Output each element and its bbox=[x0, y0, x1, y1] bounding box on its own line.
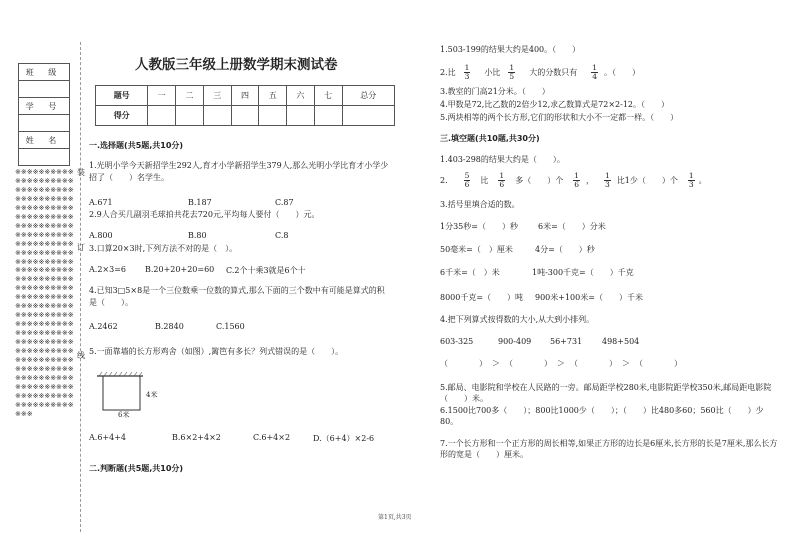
page-footer: 第1页,共3页 bbox=[378, 514, 412, 521]
score-header-cell: 五 bbox=[259, 86, 287, 106]
numerator: 1 bbox=[688, 171, 694, 180]
score-header-cell: 题号 bbox=[96, 86, 148, 106]
score-header-cell: 总分 bbox=[342, 86, 394, 106]
option[interactable]: A.671 bbox=[89, 198, 113, 207]
score-header-cell: 一 bbox=[148, 86, 176, 106]
judge-5: 5.两块相等的两个长方形,它们的形状和大小不一定都一样。（ ） bbox=[440, 113, 679, 122]
question-5: 5.一面靠墙的长方形鸡舍（如图）,篱笆有多长？列式错误的是（ ）。 bbox=[89, 347, 344, 356]
expression: 498+504 bbox=[602, 337, 640, 346]
fill-2-text: 比1少（ ）个 bbox=[616, 176, 678, 185]
score-cell[interactable] bbox=[148, 106, 176, 126]
fraction bbox=[573, 172, 580, 189]
score-cell[interactable] bbox=[287, 106, 315, 126]
question-3: 3.口算20×3时,下列方法不对的是（ ）。 bbox=[89, 244, 238, 253]
fill-1: 1.403-298的结果大约是（ ）。 bbox=[440, 155, 565, 164]
conversion-item: 6千米=（ ）米 bbox=[440, 268, 500, 277]
option[interactable]: B.80 bbox=[188, 231, 207, 240]
score-cell[interactable] bbox=[259, 106, 287, 126]
option[interactable]: B.6×2+4×2 bbox=[172, 433, 221, 442]
score-header-cell: 六 bbox=[287, 86, 315, 106]
figure-height-label: 4米 bbox=[146, 391, 158, 399]
expression: 56+731 bbox=[550, 337, 583, 346]
fill-2-text: 比 bbox=[480, 176, 489, 185]
conversion-item: 1分35秒=（ ）秒 bbox=[440, 222, 518, 231]
question-1: 1.光明小学今天新招学生292人,育才小学新招学生379人,那么光明小学比育才小学少招了（ ）名学生。 bbox=[89, 161, 389, 182]
name-label: 姓 名 bbox=[19, 132, 70, 149]
figure-width-label: 6米 bbox=[118, 411, 130, 419]
denominator: 6 bbox=[499, 180, 505, 189]
fraction bbox=[508, 64, 515, 81]
judge-2 bbox=[440, 64, 640, 81]
fraction bbox=[604, 172, 611, 189]
order-blanks[interactable]: （ ）＞（ ）＞（ ）＞（ ） bbox=[440, 359, 687, 368]
option[interactable]: C.1560 bbox=[216, 322, 245, 331]
judge-1: 1.503-199的结果大约是400。（ ） bbox=[440, 45, 581, 54]
numerator: 1 bbox=[509, 63, 515, 72]
score-cell[interactable] bbox=[203, 106, 231, 126]
conversion-item: 900米+100米=（ ）千米 bbox=[535, 293, 643, 302]
judge-2-text: 。（ ） bbox=[603, 68, 640, 77]
option[interactable]: A.6+4+4 bbox=[89, 433, 126, 442]
judge-2-text: 2.比 bbox=[440, 68, 456, 77]
option[interactable]: B.2840 bbox=[155, 322, 184, 331]
fold-mark-1: 装 bbox=[77, 168, 85, 177]
fill-5: 5.邮局、电影院和学校在人民路的一旁。邮局距学校280米,电影院距学校350米,邮局距电影院（ ）米。 bbox=[440, 383, 772, 403]
class-label: 班 级 bbox=[19, 64, 70, 81]
fraction bbox=[464, 64, 471, 81]
score-table bbox=[95, 85, 395, 126]
wall-hatch bbox=[99, 372, 142, 376]
score-header-cell: 二 bbox=[176, 86, 204, 106]
fill-2-text: ， bbox=[585, 176, 594, 185]
section-heading-judge: 二.判断题(共5题,共10分) bbox=[89, 464, 184, 473]
denominator: 3 bbox=[464, 72, 470, 81]
numerator: 1 bbox=[499, 171, 505, 180]
numerator: 1 bbox=[604, 171, 610, 180]
denominator: 5 bbox=[509, 72, 515, 81]
denominator: 3 bbox=[688, 180, 694, 189]
class-field[interactable] bbox=[19, 81, 70, 98]
numerator: 5 bbox=[464, 171, 470, 180]
section-heading-choice: 一.选择题(共5题,共10分) bbox=[89, 141, 184, 150]
expression: 900-409 bbox=[498, 337, 532, 346]
fraction bbox=[591, 64, 598, 81]
student-id-label: 学 号 bbox=[19, 98, 70, 115]
option[interactable]: A.2462 bbox=[89, 322, 118, 331]
denominator: 3 bbox=[604, 180, 610, 189]
fence-outline bbox=[103, 376, 140, 410]
fill-2-text: 多（ ）个 bbox=[515, 176, 564, 185]
name-field[interactable] bbox=[19, 149, 70, 166]
fill-4: 4.把下列算式按得数的大小,从大到小排列。 bbox=[440, 315, 595, 324]
score-header-cell: 三 bbox=[203, 86, 231, 106]
option[interactable]: C.87 bbox=[275, 198, 294, 207]
score-cell[interactable] bbox=[342, 106, 394, 126]
option[interactable]: C.8 bbox=[275, 231, 289, 240]
score-header-cell: 四 bbox=[231, 86, 259, 106]
conversion-item: 1吨-300千克=（ ）千克 bbox=[532, 268, 634, 277]
fill-2-text: 2. bbox=[440, 176, 448, 185]
binding-stars: ※※※※※※※※※※※※※※※※※※※※※※※※※※※※※※※※※※※※※※※※※※※※※※※※※※※※※※※※※※※※※※※※※※※※※※※※※※※※※※※※※※※※※※※※※※※※※※※※※※※※※※※※※※※※※※※※※※※※※※※※※※※※※※※※※※※※※※※※※※※※※※※※※※※※※※※※※※※※※※※※※※※※※※※※※※※※※※※※※※※※※※※※※※※※※※※※※※※※※※※※※※※※※※※※※※※※※※※※※※※※※※※※※※※※※※※※※※※※※※※※※※※※※※※※※※※※※※※※※※※※※※※※※※※※※※※※※ bbox=[15, 168, 74, 418]
judge-2-text: 大的分数只有 bbox=[529, 68, 578, 77]
fraction bbox=[498, 172, 505, 189]
fraction bbox=[688, 172, 695, 189]
numerator: 1 bbox=[574, 171, 579, 180]
option[interactable]: C.6+4×2 bbox=[253, 433, 291, 442]
fold-mark-2: 订 bbox=[77, 243, 85, 252]
option[interactable]: C.2个十乘3就是6个十 bbox=[226, 266, 306, 275]
page-title: 人教版三年级上册数学期末测试卷 bbox=[135, 57, 338, 73]
numerator: 1 bbox=[464, 63, 470, 72]
numerator: 1 bbox=[592, 63, 597, 72]
fill-2 bbox=[440, 172, 707, 189]
question-4: 4.已知3□5×8是一个三位数乘一位数的算式,那么下面的三个数中有可能是算式的积是（ ）。 bbox=[89, 286, 385, 307]
option[interactable]: A.800 bbox=[89, 231, 113, 240]
fill-7: 7.一个长方形和一个正方形的周长相等,如果正方形的边长是6厘米,长方形的长是7厘米,那么长方形的宽是（ ）厘米。 bbox=[440, 439, 778, 459]
denominator: 6 bbox=[464, 180, 470, 189]
denominator: 6 bbox=[574, 180, 579, 189]
judge-4: 4.甲数是72,比乙数的2倍少12,求乙数算式是72×2-12。（ ） bbox=[440, 100, 670, 109]
conversion-item: 4分=（ ）秒 bbox=[535, 245, 595, 254]
student-id-field[interactable] bbox=[19, 115, 70, 132]
question-2: 2.9人合买几副羽毛球拍共花去720元,平均每人要付（ ）元。 bbox=[89, 210, 320, 219]
score-row bbox=[96, 106, 395, 126]
student-info-box bbox=[18, 63, 70, 166]
fold-mark-3: 线 bbox=[77, 351, 85, 360]
conversion-item: 8000千克=（ ）吨 bbox=[440, 293, 524, 302]
section-heading-fill: 三.填空题(共10题,共30分) bbox=[440, 134, 540, 143]
judge-3: 3.教室的门高21分米。（ ） bbox=[440, 87, 550, 96]
score-cell[interactable] bbox=[314, 106, 342, 126]
conversion-item: 6米=（ ）分米 bbox=[538, 222, 606, 231]
option[interactable]: B.187 bbox=[188, 198, 212, 207]
option[interactable]: B.20+20+20=60 bbox=[145, 265, 215, 274]
coop-figure bbox=[95, 370, 175, 420]
denominator: 4 bbox=[592, 72, 597, 81]
fill-2-text: 。 bbox=[698, 176, 707, 185]
fraction bbox=[464, 172, 471, 189]
conversion-item: 50毫米=（ ）厘米 bbox=[440, 245, 513, 254]
binding-line bbox=[80, 42, 81, 532]
score-header-row bbox=[96, 86, 395, 106]
fill-6: 6.1500比700多（ ）；800比1000少（ ）；（ ）比480多60；560比（ ）少80。 bbox=[440, 406, 764, 426]
judge-2-text: 小比 bbox=[484, 68, 501, 77]
fill-3: 3.括号里填合适的数。 bbox=[440, 200, 520, 209]
score-row-label: 得分 bbox=[96, 106, 148, 126]
option[interactable]: A.2×3=6 bbox=[89, 265, 126, 274]
score-cell[interactable] bbox=[176, 106, 204, 126]
score-header-cell: 七 bbox=[314, 86, 342, 106]
option[interactable]: D.（6+4）×2-6 bbox=[313, 434, 375, 443]
expression: 603-325 bbox=[440, 337, 474, 346]
score-cell[interactable] bbox=[231, 106, 259, 126]
